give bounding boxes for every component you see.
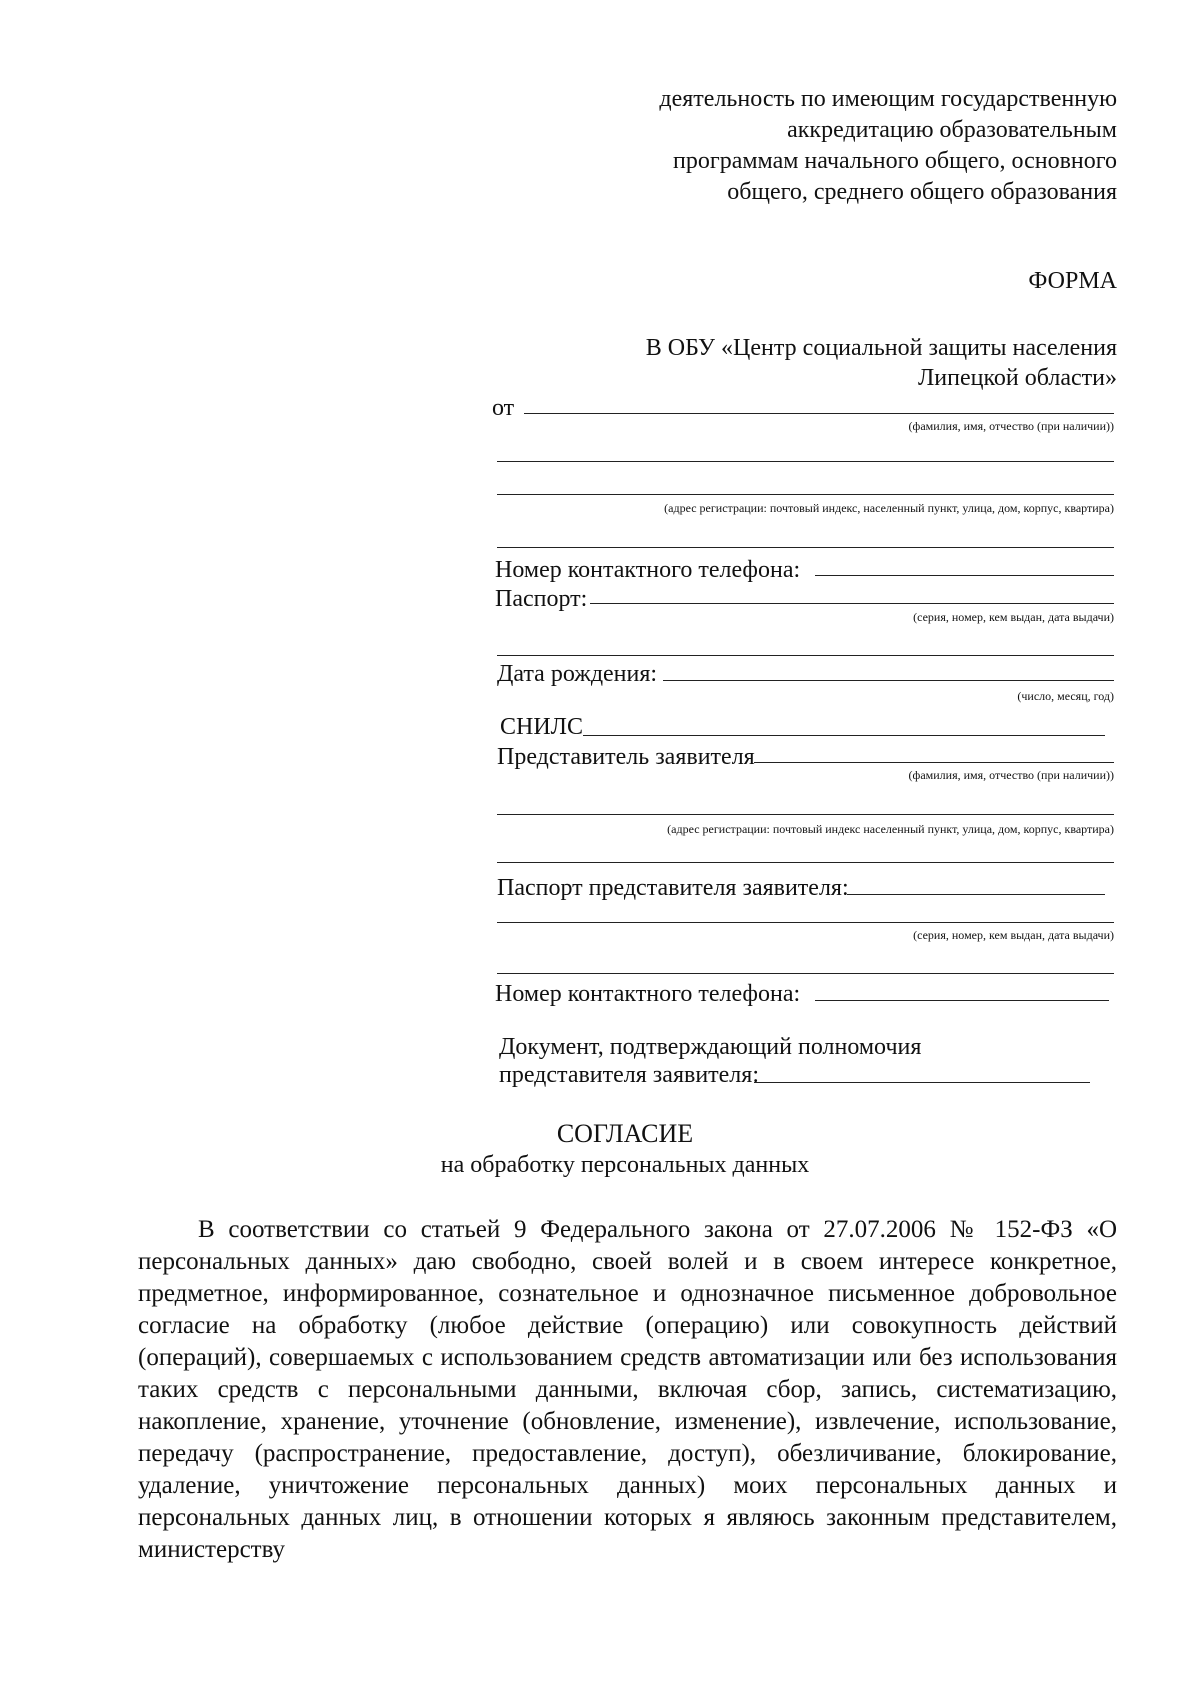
header-line: программам начального общего, основного bbox=[673, 148, 1117, 174]
from-label: от bbox=[492, 395, 515, 421]
authority-doc-label-1: Документ, подтверждающий полномочия bbox=[499, 1034, 922, 1060]
passport-caption: (серия, номер, кем выдан, дата выдачи) bbox=[913, 610, 1114, 624]
representative-address-line-1[interactable] bbox=[497, 814, 1114, 815]
applicant-address-line-1[interactable] bbox=[497, 461, 1114, 462]
applicant-address-line-3[interactable] bbox=[497, 547, 1114, 548]
snils-label: СНИЛС bbox=[500, 714, 583, 740]
applicant-fio-line[interactable] bbox=[524, 413, 1114, 414]
snils-line[interactable] bbox=[583, 735, 1105, 736]
representative-passport-caption: (серия, номер, кем выдан, дата выдачи) bbox=[913, 928, 1114, 942]
representative-passport-line[interactable] bbox=[847, 894, 1105, 895]
form-label: ФОРМА bbox=[1028, 268, 1117, 294]
header-line: общего, среднего общего образования bbox=[727, 179, 1117, 205]
addressee-line-1: В ОБУ «Центр социальной защиты населения bbox=[645, 335, 1117, 361]
consent-subtitle: на обработку персональных данных bbox=[440, 1152, 810, 1178]
header-line: аккредитацию образовательным bbox=[787, 117, 1117, 143]
authority-doc-line[interactable] bbox=[754, 1082, 1090, 1083]
representative-passport-line-3[interactable] bbox=[497, 973, 1114, 974]
passport-line[interactable] bbox=[590, 603, 1114, 604]
representative-label: Представитель заявителя bbox=[497, 744, 755, 770]
passport-line-2[interactable] bbox=[497, 655, 1114, 656]
birth-date-label: Дата рождения: bbox=[497, 661, 658, 687]
passport-label: Паспорт: bbox=[495, 586, 588, 612]
representative-fio-line[interactable] bbox=[754, 762, 1114, 763]
representative-passport-line-2[interactable] bbox=[497, 922, 1114, 923]
applicant-address-caption: (адрес регистрации: почтовый индекс, населенный пункт, улица, дом, корпус, квартира) bbox=[664, 501, 1114, 515]
applicant-address-line-2[interactable] bbox=[497, 494, 1114, 495]
representative-phone-line[interactable] bbox=[815, 1000, 1109, 1001]
representative-phone-label: Номер контактного телефона: bbox=[495, 981, 801, 1007]
birth-date-caption: (число, месяц, год) bbox=[1017, 689, 1114, 703]
consent-title: СОГЛАСИЕ bbox=[556, 1119, 694, 1148]
representative-address-caption: (адрес регистрации: почтовый индекс населенный пункт, улица, дом, корпус, квартира) bbox=[667, 822, 1114, 836]
consent-body: В соответствии со статьей 9 Федерального закона от 27.07.2006 № 152-ФЗ «О персональных данных» даю свободно, своей волей и в своем интересе конкретное, предметное, информированное, сознательное и однозначное письменное добровольное согласие на обработку (любое действие (операцию) или совокупность действий (операций), совершаемых с использованием средств автоматизации или без использования таких средств с персональными данными, включая сбор, запись, систематизацию, накопление, хранение, уточнение (обновление, изменение), извлечение, использование, передачу (распространение, предоставление, доступ), обезличивание, блокирование, удаление, уничтожение персональных данных) моих персональных данных и персональных данных лиц, в отношении которых я являюсь законным представителем, министерству bbox=[138, 1216, 1117, 1563]
authority-doc-label-2: представителя заявителя: bbox=[499, 1062, 759, 1088]
addressee-line-2: Липецкой области» bbox=[918, 365, 1117, 391]
representative-passport-label: Паспорт представителя заявителя: bbox=[497, 875, 849, 901]
applicant-fio-caption: (фамилия, имя, отчество (при наличии)) bbox=[908, 419, 1114, 433]
header-line: деятельность по имеющим государственную bbox=[659, 86, 1117, 112]
representative-fio-caption: (фамилия, имя, отчество (при наличии)) bbox=[908, 768, 1114, 782]
phone-label: Номер контактного телефона: bbox=[495, 557, 801, 583]
phone-line[interactable] bbox=[815, 575, 1114, 576]
header-text bbox=[480, 84, 1117, 208]
representative-address-line-2[interactable] bbox=[497, 862, 1114, 863]
birth-date-line[interactable] bbox=[663, 680, 1114, 681]
